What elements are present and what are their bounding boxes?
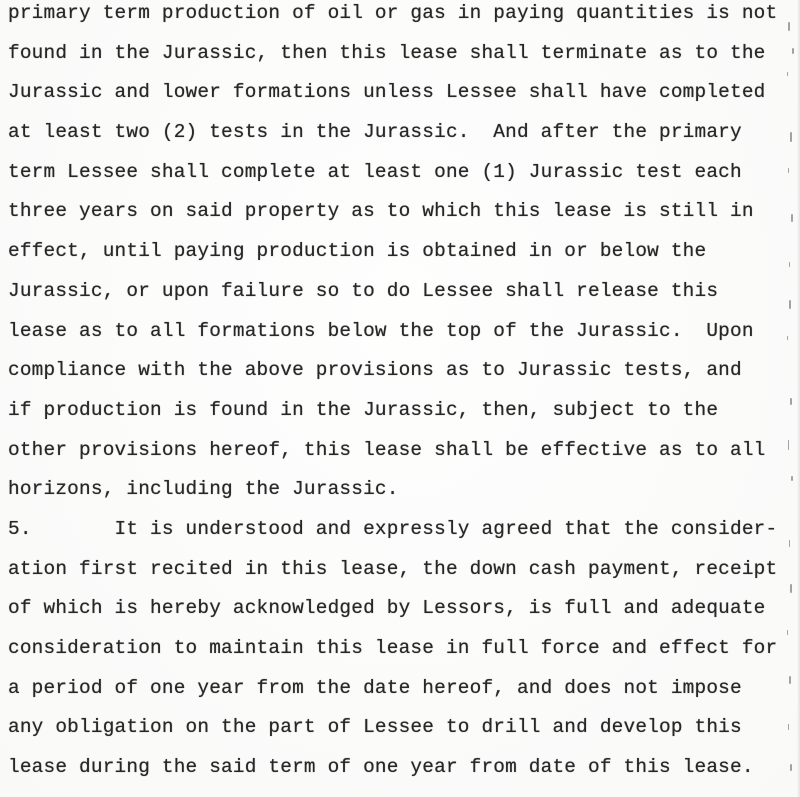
- scan-artifact: [790, 584, 792, 593]
- scan-artifact: [790, 132, 792, 142]
- scan-artifact: [788, 724, 789, 730]
- scan-artifact: [788, 440, 789, 450]
- text-line: if production is found in the Jurassic, then, subject to the: [8, 398, 719, 421]
- scan-artifact: [789, 540, 790, 547]
- text-line: a period of one year from the date hereof, and does not impose: [8, 676, 742, 699]
- text-line: at least two (2) tests in the Jurassic. And after the primary: [8, 121, 742, 144]
- scan-artifact: [788, 168, 789, 173]
- text-line: Jurassic and lower formations unless Lessee shall have completed: [8, 81, 766, 104]
- text-line: any obligation on the part of Lessee to drill and develop this: [8, 716, 742, 739]
- text-line: 5. It is understood and expressly agreed that the consider-: [8, 517, 778, 540]
- scan-artifact: [788, 22, 790, 31]
- text-line: ation first recited in this lease, the down cash payment, receipt: [8, 557, 778, 580]
- scan-artifact: [789, 262, 790, 267]
- text-line: lease as to all formations below the top of the Jurassic. Upon: [8, 319, 754, 342]
- text-line: Jurassic, or upon failure so to do Lessee shall release this: [8, 279, 719, 302]
- text-line: found in the Jurassic, then this lease shall terminate as to the: [8, 41, 766, 64]
- scan-artifact: [791, 214, 793, 222]
- scan-artifact: [791, 476, 793, 481]
- scan-artifact: [792, 48, 794, 54]
- scan-artifact: [790, 764, 792, 771]
- typewritten-text-block: [8, 0, 794, 788]
- text-line: consideration to maintain this lease in full force and effect for: [8, 637, 778, 659]
- text-line: primary term production of oil or gas in paying quantities is not: [8, 2, 778, 24]
- text-line: three years on said property as to which this lease is still in: [8, 200, 754, 223]
- scan-artifact: [787, 630, 788, 635]
- scan-artifact: [787, 72, 788, 76]
- text-line: term Lessee shall complete at least one (1) Jurassic test each: [8, 160, 742, 183]
- scan-artifact: [789, 300, 791, 309]
- text-line: effect, until paying production is obtained in or below the: [8, 240, 707, 263]
- scan-artifact: [789, 676, 791, 684]
- text-line: compliance with the above provisions as to Jurassic tests, and: [8, 359, 742, 382]
- text-line: lease during the said term of one year from date of this lease.: [8, 756, 754, 779]
- scan-artifact: [787, 336, 788, 340]
- text-line: of which is hereby acknowledged by Lessors, is full and adequate: [8, 597, 766, 620]
- text-line: other provisions hereof, this lease shall be effective as to all: [8, 438, 766, 461]
- text-line: horizons, including the Jurassic.: [8, 478, 399, 501]
- scan-artifact: [790, 398, 792, 405]
